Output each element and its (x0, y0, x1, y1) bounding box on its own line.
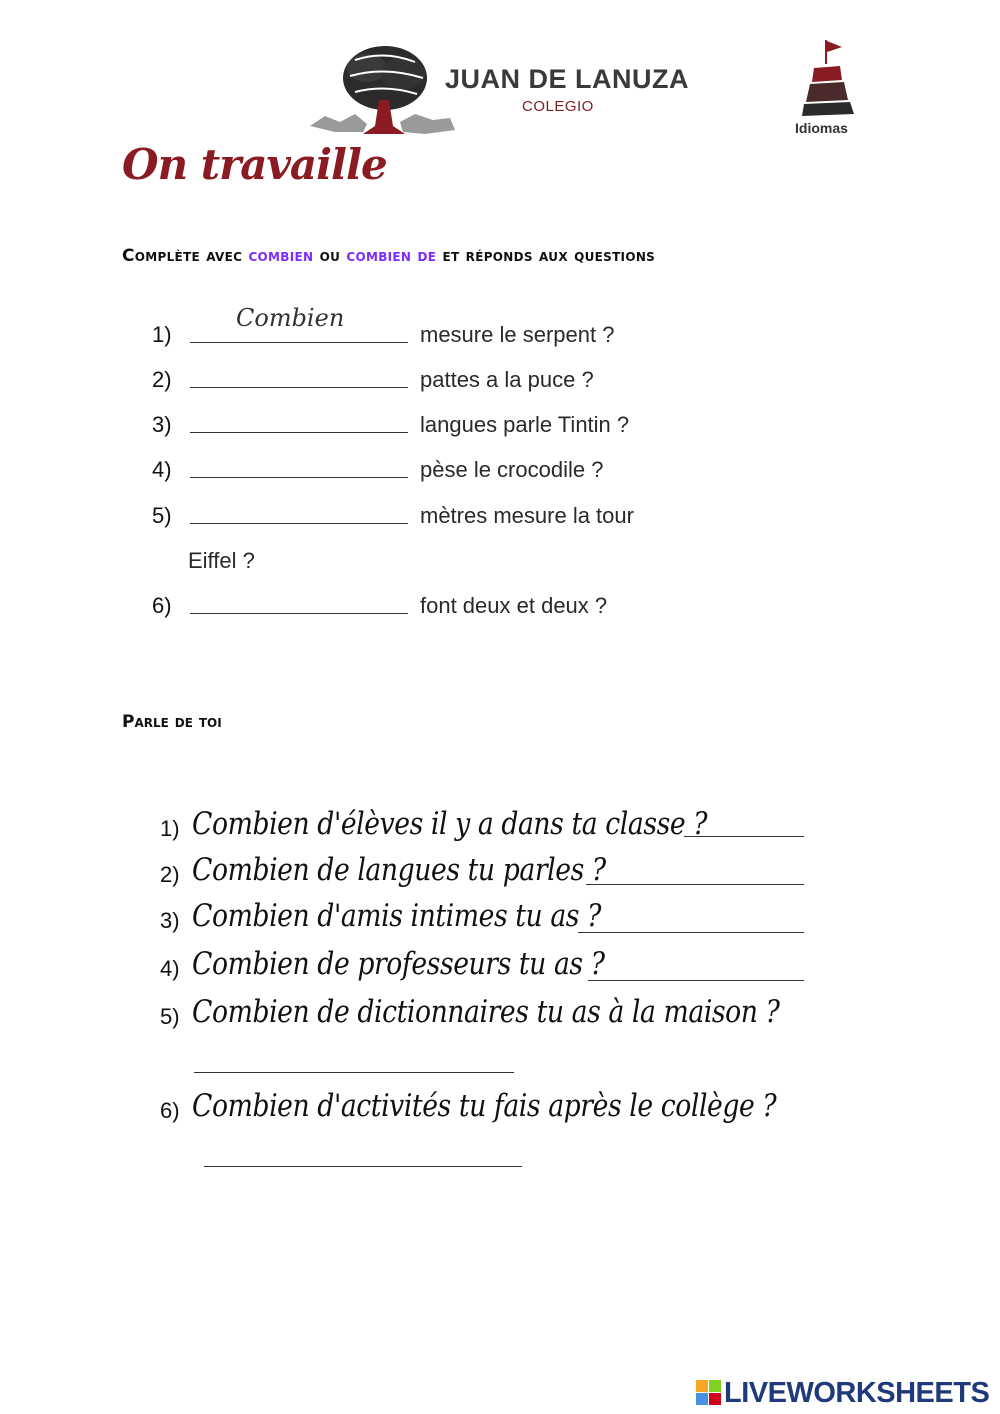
question-text: langues parle Tintin ? (420, 412, 630, 437)
question-text: Combien d'élèves il y a dans ta classe ? (192, 806, 708, 842)
answer-blank[interactable] (684, 836, 804, 837)
question-text: Combien de langues tu parles ? (192, 852, 606, 888)
answer-blank[interactable] (190, 387, 408, 388)
answer-blank[interactable] (204, 1166, 522, 1167)
question-text: pèse le crocodile ? (420, 457, 604, 482)
school-tree-logo (305, 38, 455, 138)
answer-blank[interactable] (190, 477, 408, 478)
instruction-text-2: ou (319, 246, 341, 266)
instruction-text-3: et réponds aux questions (442, 246, 656, 266)
school-name: JUAN DE LANUZA (445, 64, 690, 94)
liveworksheets-logo-icon (696, 1380, 722, 1406)
answer-blank[interactable] (586, 884, 804, 885)
instruction-text-1: Complète avec (122, 246, 243, 266)
question-number: 1) (160, 816, 180, 841)
answer-blank[interactable] (190, 523, 408, 524)
question-number: 2) (152, 367, 172, 392)
question-number: 5) (160, 1004, 180, 1029)
answer-blank[interactable] (588, 980, 804, 981)
section-heading: Parle de toi (122, 712, 222, 732)
question-text: Combien de professeurs tu as ? (192, 946, 605, 982)
question-continuation: Eiffel ? (188, 548, 255, 573)
question-text: mètres mesure la tour (420, 503, 634, 528)
keyword-combien: combien (248, 246, 314, 266)
answer-blank[interactable] (578, 932, 804, 933)
question-text: pattes a la puce ? (420, 367, 594, 392)
question-text: Combien d'amis intimes tu as ? (192, 898, 601, 934)
page-title: On travaille (122, 140, 387, 189)
question-number: 2) (160, 862, 180, 887)
castle-flag-icon (798, 38, 858, 118)
exercise1-instruction (122, 246, 655, 266)
question-number: 5) (152, 503, 172, 528)
question-text: Combien de dictionnaires tu as à la maison ? (192, 994, 780, 1030)
question-number: 6) (152, 593, 172, 618)
keyword-combien-de: combien de (346, 246, 437, 266)
answer-blank[interactable] (190, 432, 408, 433)
answer-blank[interactable] (190, 342, 408, 343)
question-number: 4) (160, 956, 180, 981)
question-text: Combien d'activités tu fais après le collège ? (192, 1088, 777, 1124)
question-number: 3) (152, 412, 172, 437)
department-label: Idiomas (795, 120, 848, 136)
question-number: 4) (152, 457, 172, 482)
question-text: mesure le serpent ? (420, 322, 615, 347)
school-subtitle: COLEGIO (522, 98, 594, 115)
question-number: 6) (160, 1098, 180, 1123)
question-number: 3) (160, 908, 180, 933)
answer-blank[interactable] (190, 613, 408, 614)
question-text: font deux et deux ? (420, 593, 608, 618)
liveworksheets-brand[interactable]: LIVEWORKSHEETS (724, 1377, 990, 1409)
answer-input[interactable]: Combien (236, 304, 345, 332)
question-number: 1) (152, 322, 172, 347)
answer-blank[interactable] (194, 1072, 514, 1073)
